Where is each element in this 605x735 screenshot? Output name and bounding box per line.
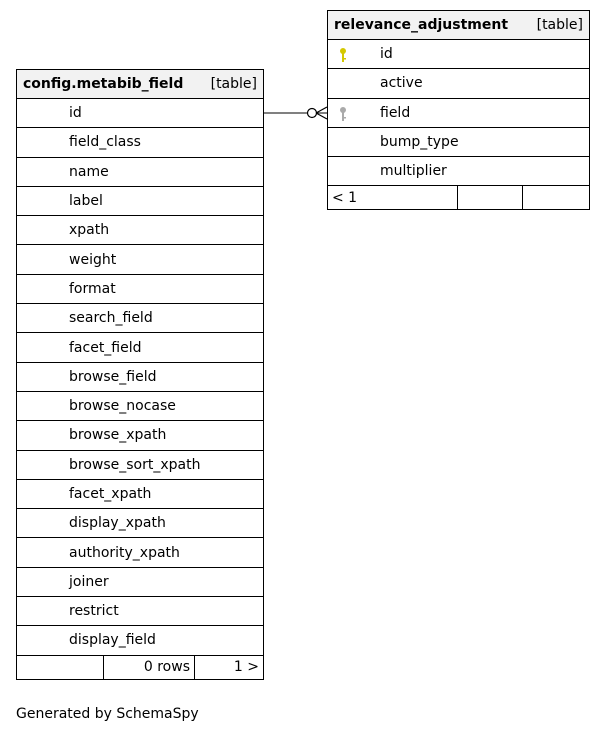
table-relevance-adjustment[interactable] [327, 10, 590, 210]
column-name: authority_xpath [69, 544, 180, 561]
column-list [17, 99, 263, 656]
generated-by-text: Generated by SchemaSpy [16, 706, 199, 722]
child-count-link[interactable]: 1 > [233, 659, 259, 676]
column-name: facet_xpath [69, 486, 152, 502]
column-row[interactable] [17, 333, 263, 362]
column-row[interactable] [17, 275, 263, 304]
column-row[interactable] [17, 421, 263, 450]
column-row[interactable] [17, 392, 263, 421]
column-name: browse_nocase [69, 398, 176, 415]
column-name: field [380, 104, 411, 121]
table-footer [17, 656, 263, 679]
column-name: facet_field [69, 339, 142, 356]
column-name: id [69, 105, 82, 122]
column-row[interactable] [17, 304, 263, 333]
column-row[interactable] [17, 187, 263, 216]
column-row[interactable] [17, 480, 263, 509]
column-name: display_xpath [69, 515, 166, 532]
column-row[interactable] [17, 158, 263, 187]
column-name: active [380, 75, 423, 92]
column-name: multiplier [380, 163, 447, 180]
column-row[interactable] [17, 363, 263, 392]
column-name: joiner [69, 573, 109, 590]
table-name[interactable]: config.metabib_field [23, 76, 184, 92]
column-name: format [69, 280, 116, 297]
table-header [328, 11, 589, 40]
table-name[interactable]: relevance_adjustment [334, 17, 509, 33]
column-list [328, 40, 589, 186]
column-row[interactable] [328, 99, 589, 128]
column-name: browse_field [69, 368, 157, 385]
row-count: 0 rows [104, 656, 195, 679]
column-row[interactable] [17, 538, 263, 567]
column-row[interactable] [17, 216, 263, 245]
table-config-metabib-field[interactable] [16, 69, 264, 680]
column-row[interactable] [328, 128, 589, 157]
table-type-label: [table] [536, 17, 583, 33]
column-row[interactable] [17, 245, 263, 274]
column-row[interactable] [17, 568, 263, 597]
column-row[interactable] [328, 157, 589, 186]
column-row[interactable] [328, 69, 589, 98]
table-footer [328, 186, 589, 209]
column-name: display_field [69, 632, 156, 649]
column-name: browse_sort_xpath [69, 456, 201, 473]
footer-cell [17, 656, 104, 679]
column-row[interactable] [17, 509, 263, 538]
column-name: bump_type [380, 134, 459, 151]
footer-cell [523, 186, 589, 209]
column-row[interactable] [17, 626, 263, 655]
parent-count-link[interactable]: < 1 [328, 186, 458, 209]
column-row[interactable] [17, 99, 263, 128]
column-name: field_class [69, 134, 141, 151]
table-type-label: [table] [210, 76, 257, 92]
column-row[interactable] [17, 451, 263, 480]
column-name: restrict [69, 603, 119, 620]
column-name: weight [69, 251, 117, 268]
column-name: id [380, 46, 393, 63]
column-row[interactable] [328, 40, 589, 69]
primary-key-icon [336, 47, 350, 63]
column-name: search_field [69, 310, 153, 327]
foreign-key-icon [336, 106, 350, 122]
column-row[interactable] [17, 597, 263, 626]
column-row[interactable] [17, 128, 263, 157]
column-name: name [69, 163, 109, 180]
table-header [17, 70, 263, 99]
column-name: xpath [69, 222, 110, 239]
footer-cell [458, 186, 523, 209]
column-name: label [69, 193, 103, 210]
column-name: browse_xpath [69, 427, 167, 444]
